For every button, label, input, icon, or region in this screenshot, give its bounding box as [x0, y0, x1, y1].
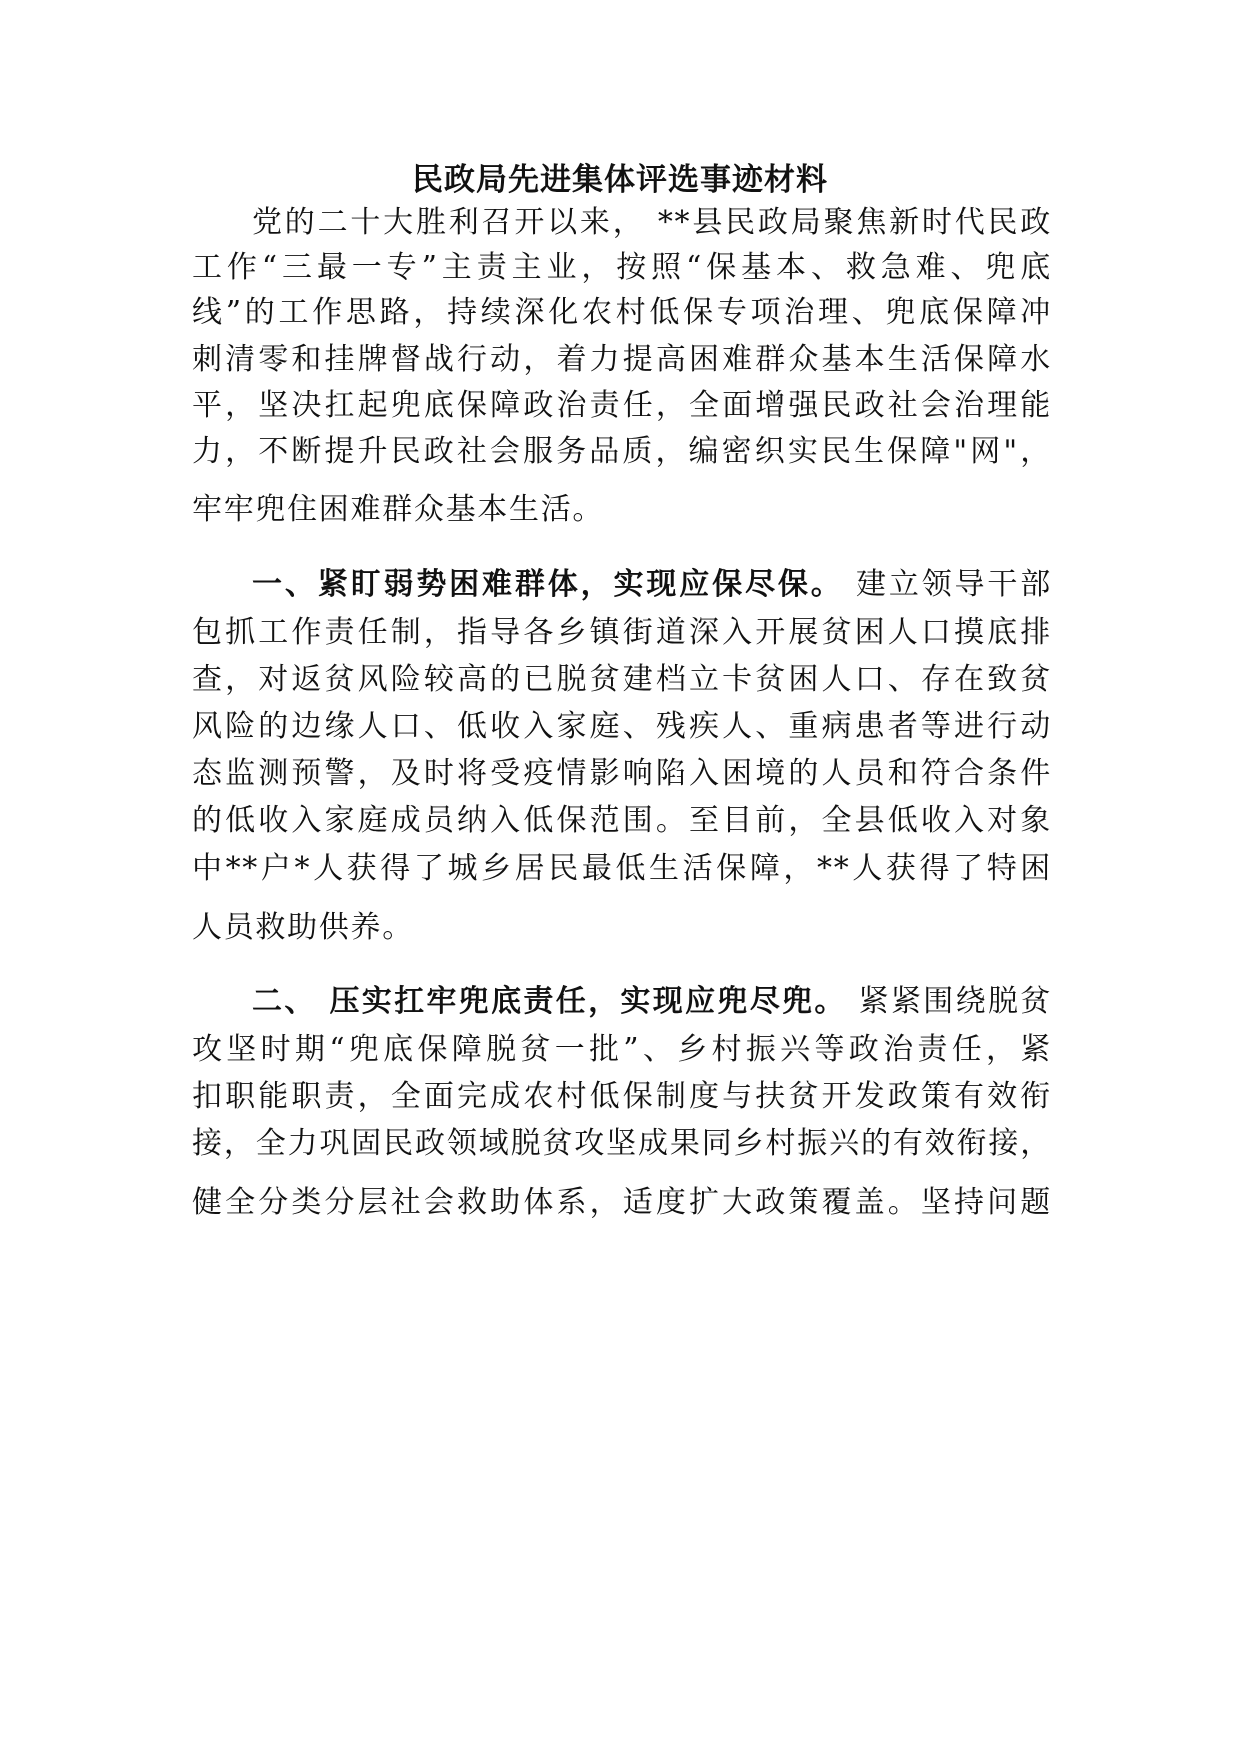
- section2-line: 扣职能职责，全面完成农村低保制度与扶贫开发政策有效衔: [192, 1079, 1052, 1114]
- section2-heading: 二、 压实扛牢兜底责任，实现应兜尽兜。: [252, 984, 847, 1019]
- section1-line: 风险的边缘人口、低收入家庭、残疾人、重病患者等进行动: [192, 709, 1052, 744]
- intro-line: 平，坚决扛起兜底保障政治责任，全面增强民政社会治理能: [192, 388, 1052, 423]
- intro-line: 刺清零和挂牌督战行动，着力提高困难群众基本生活保障水: [192, 342, 1052, 377]
- section1-line: 包抓工作责任制，指导各乡镇街道深入开展贫困人口摸底排: [192, 615, 1052, 650]
- section2-line: 健全分类分层社会救助体系，适度扩大政策覆盖。坚持问题: [192, 1185, 1052, 1220]
- section2-line: 接，全力巩固民政领域脱贫攻坚成果同乡村振兴的有效衔接，: [192, 1126, 1052, 1161]
- intro-line: 工作“三最一专”主责主业，按照“保基本、救急难、兜底: [192, 250, 1052, 285]
- intro-line: 党的二十大胜利召开以来， **县民政局聚焦新时代民政: [252, 205, 1052, 240]
- section1-first-line-rest: 建立领导干部: [855, 567, 1052, 602]
- intro-line: 牢牢兜住困难群众基本生活。: [192, 492, 605, 527]
- section1-line: 人员救助供养。: [192, 910, 414, 945]
- section2-line: 攻坚时期“兜底保障脱贫一批”、乡村振兴等政治责任，紧: [192, 1032, 1052, 1067]
- section2-first-line: [252, 982, 1052, 1022]
- section1-first-line: [252, 565, 1052, 605]
- document-title: 民政局先进集体评选事迹材料: [412, 162, 828, 198]
- section1-line: 查，对返贫风险较高的已脱贫建档立卡贫困人口、存在致贫: [192, 662, 1052, 697]
- section1-line: 的低收入家庭成员纳入低保范围。至目前，全县低收入对象: [192, 803, 1052, 838]
- section1-heading: 一、紧盯弱势困难群体，实现应保尽保。: [252, 567, 844, 602]
- intro-line: 力，不断提升民政社会服务品质，编密织实民生保障"网"，: [192, 434, 1052, 469]
- intro-line: 线”的工作思路，持续深化农村低保专项治理、兜底保障冲: [192, 295, 1052, 330]
- section1-line: 态监测预警，及时将受疫情影响陷入困境的人员和符合条件: [192, 756, 1052, 791]
- section2-first-line-rest: 紧紧围绕脱贫: [858, 984, 1052, 1019]
- section1-line: 中**户*人获得了城乡居民最低生活保障，**人获得了特困: [192, 851, 1052, 886]
